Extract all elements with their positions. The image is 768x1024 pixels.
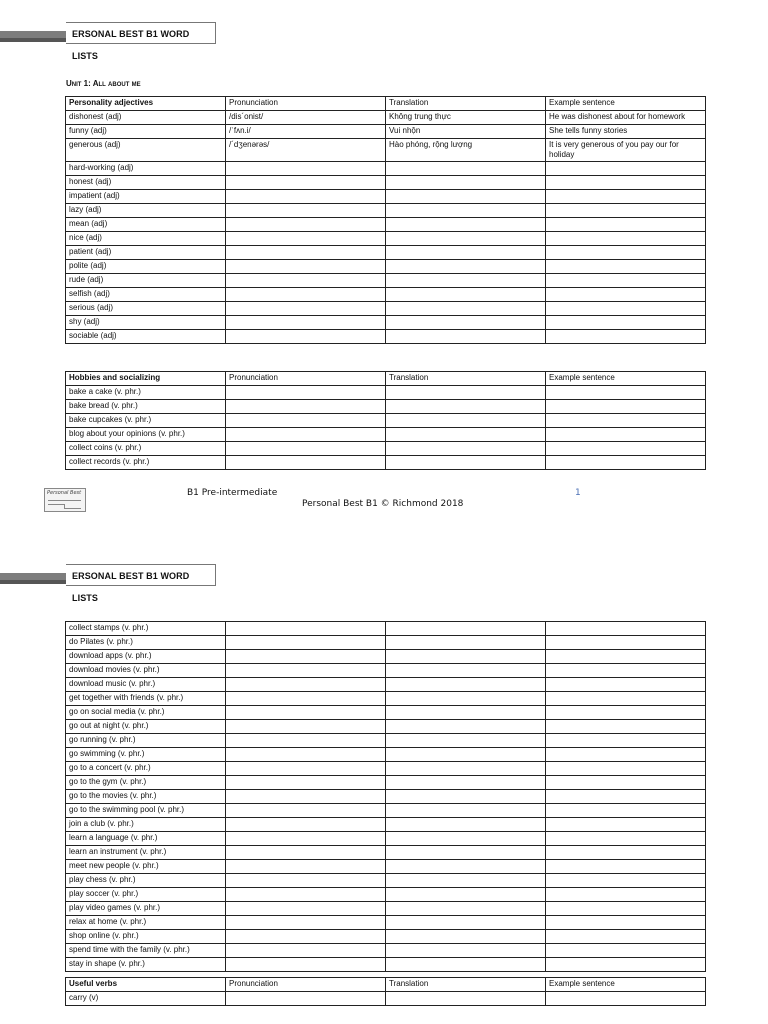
translation-cell: [386, 944, 546, 958]
example-cell: [546, 944, 706, 958]
example-cell: [546, 916, 706, 930]
example-cell: [546, 902, 706, 916]
table-row: [66, 400, 706, 414]
word-cell: blog about your opinions (v. phr.): [66, 428, 226, 442]
translation-cell: [386, 622, 546, 636]
translation-cell: [386, 636, 546, 650]
translation-cell: [386, 992, 546, 1006]
column-header: Pronunciation: [226, 97, 386, 111]
translation-cell: [386, 748, 546, 762]
translation-cell: [386, 246, 546, 260]
table-row: [66, 330, 706, 344]
pronunciation-cell: [226, 992, 386, 1006]
translation-cell: [386, 888, 546, 902]
pronunciation-cell: [226, 428, 386, 442]
pronunciation-cell: [226, 888, 386, 902]
translation-cell: [386, 734, 546, 748]
word-cell: go to a concert (v. phr.): [66, 762, 226, 776]
table-header-row: [66, 97, 706, 111]
word-cell: shop online (v. phr.): [66, 930, 226, 944]
translation-cell: [386, 678, 546, 692]
example-cell: [546, 302, 706, 316]
word-cell: learn a language (v. phr.): [66, 832, 226, 846]
table-row: [66, 790, 706, 804]
pronunciation-cell: [226, 330, 386, 344]
word-cell: download music (v. phr.): [66, 678, 226, 692]
translation-cell: [386, 860, 546, 874]
example-cell: [546, 260, 706, 274]
word-cell: generous (adj): [66, 139, 226, 162]
word-cell: collect coins (v. phr.): [66, 442, 226, 456]
personality-adjectives-table: [65, 96, 706, 344]
useful-verbs-table: [65, 977, 706, 1006]
example-cell: [546, 218, 706, 232]
hobbies-table-continued: [65, 621, 706, 972]
pronunciation-cell: /ˈfʌn.i/: [226, 125, 386, 139]
pronunciation-cell: [226, 832, 386, 846]
translation-cell: [386, 804, 546, 818]
word-cell: download movies (v. phr.): [66, 664, 226, 678]
page-number: 1: [575, 488, 581, 498]
column-header: Example sentence: [546, 978, 706, 992]
pronunciation-cell: [226, 636, 386, 650]
example-cell: [546, 804, 706, 818]
word-cell: hard-working (adj): [66, 162, 226, 176]
example-cell: [546, 776, 706, 790]
table-row: [66, 428, 706, 442]
personal-best-logo: [44, 488, 86, 512]
column-header: Useful verbs: [66, 978, 226, 992]
table-row: [66, 874, 706, 888]
translation-cell: [386, 874, 546, 888]
example-cell: [546, 400, 706, 414]
pronunciation-cell: [226, 706, 386, 720]
word-cell: go out at night (v. phr.): [66, 720, 226, 734]
word-cell: spend time with the family (v. phr.): [66, 944, 226, 958]
word-cell: download apps (v. phr.): [66, 650, 226, 664]
table-row: [66, 622, 706, 636]
hobbies-table: [65, 371, 706, 470]
table-row: [66, 720, 706, 734]
table-header-row: [66, 978, 706, 992]
translation-cell: [386, 316, 546, 330]
word-cell: polite (adj): [66, 260, 226, 274]
example-cell: [546, 232, 706, 246]
translation-cell: [386, 162, 546, 176]
table-row: [66, 916, 706, 930]
table-row: [66, 958, 706, 972]
translation-cell: [386, 176, 546, 190]
pronunciation-cell: [226, 442, 386, 456]
pronunciation-cell: [226, 664, 386, 678]
example-cell: [546, 692, 706, 706]
table-row: [66, 832, 706, 846]
example-cell: [546, 622, 706, 636]
translation-cell: [386, 428, 546, 442]
pronunciation-cell: [226, 734, 386, 748]
table-row: [66, 678, 706, 692]
pronunciation-cell: [226, 218, 386, 232]
example-cell: [546, 316, 706, 330]
translation-cell: Không trung thực: [386, 111, 546, 125]
column-header: Example sentence: [546, 372, 706, 386]
example-cell: [546, 664, 706, 678]
pronunciation-cell: [226, 204, 386, 218]
example-cell: [546, 650, 706, 664]
word-cell: relax at home (v. phr.): [66, 916, 226, 930]
word-cell: selfish (adj): [66, 288, 226, 302]
page-footer: [0, 488, 768, 518]
example-cell: [546, 176, 706, 190]
translation-cell: [386, 414, 546, 428]
word-cell: go to the gym (v. phr.): [66, 776, 226, 790]
table-row: [66, 302, 706, 316]
translation-cell: [386, 456, 546, 470]
footer-copyright: Personal Best B1 © Richmond 2018: [302, 499, 464, 509]
table-row: [66, 139, 706, 162]
table-row: [66, 111, 706, 125]
example-cell: [546, 274, 706, 288]
header-bar: [0, 573, 74, 580]
translation-cell: [386, 958, 546, 972]
pronunciation-cell: [226, 930, 386, 944]
example-cell: [546, 678, 706, 692]
pronunciation-cell: [226, 720, 386, 734]
translation-cell: [386, 818, 546, 832]
pronunciation-cell: [226, 400, 386, 414]
pronunciation-cell: [226, 260, 386, 274]
word-cell: nice (adj): [66, 232, 226, 246]
word-cell: carry (v): [66, 992, 226, 1006]
example-cell: [546, 190, 706, 204]
translation-cell: [386, 442, 546, 456]
word-cell: dishonest (adj): [66, 111, 226, 125]
example-cell: [546, 246, 706, 260]
word-cell: learn an instrument (v. phr.): [66, 846, 226, 860]
example-cell: [546, 442, 706, 456]
pronunciation-cell: [226, 316, 386, 330]
translation-cell: [386, 832, 546, 846]
translation-cell: [386, 692, 546, 706]
word-cell: do Pilates (v. phr.): [66, 636, 226, 650]
table-row: [66, 650, 706, 664]
pronunciation-cell: [226, 804, 386, 818]
table-row: [66, 902, 706, 916]
translation-cell: [386, 664, 546, 678]
pronunciation-cell: [226, 414, 386, 428]
column-header: Translation: [386, 978, 546, 992]
example-cell: [546, 414, 706, 428]
translation-cell: [386, 650, 546, 664]
pronunciation-cell: [226, 232, 386, 246]
table-row: [66, 888, 706, 902]
table-row: [66, 860, 706, 874]
table-row: [66, 692, 706, 706]
word-cell: go to the swimming pool (v. phr.): [66, 804, 226, 818]
pronunciation-cell: /dis´onist/: [226, 111, 386, 125]
example-cell: [546, 930, 706, 944]
example-cell: [546, 762, 706, 776]
translation-cell: [386, 846, 546, 860]
example-cell: [546, 846, 706, 860]
translation-cell: [386, 776, 546, 790]
pronunciation-cell: [226, 916, 386, 930]
pronunciation-cell: [226, 846, 386, 860]
table-row: [66, 274, 706, 288]
word-cell: go running (v. phr.): [66, 734, 226, 748]
column-header: Translation: [386, 97, 546, 111]
table-row: [66, 992, 706, 1006]
example-cell: [546, 734, 706, 748]
word-cell: join a club (v. phr.): [66, 818, 226, 832]
example-cell: It is very generous of you pay our for holiday: [546, 139, 706, 162]
pronunciation-cell: [226, 902, 386, 916]
table-row: [66, 706, 706, 720]
table-row: [66, 316, 706, 330]
table-header-row: [66, 372, 706, 386]
pronunciation-cell: [226, 790, 386, 804]
example-cell: [546, 992, 706, 1006]
translation-cell: [386, 190, 546, 204]
pronunciation-cell: [226, 190, 386, 204]
pronunciation-cell: [226, 692, 386, 706]
translation-cell: Hào phóng, rộng lượng: [386, 139, 546, 162]
example-cell: [546, 330, 706, 344]
example-cell: [546, 818, 706, 832]
column-header: Translation: [386, 372, 546, 386]
table-row: [66, 125, 706, 139]
example-cell: [546, 748, 706, 762]
example-cell: [546, 636, 706, 650]
word-cell: lazy (adj): [66, 204, 226, 218]
word-cell: go to the movies (v. phr.): [66, 790, 226, 804]
example-cell: [546, 204, 706, 218]
header-bar-shadow: [0, 580, 74, 584]
word-cell: bake cupcakes (v. phr.): [66, 414, 226, 428]
footer-level: B1 Pre-intermediate: [187, 488, 278, 498]
pronunciation-cell: [226, 860, 386, 874]
word-cell: go on social media (v. phr.): [66, 706, 226, 720]
word-cell: meet new people (v. phr.): [66, 860, 226, 874]
table-row: [66, 260, 706, 274]
table-row: [66, 162, 706, 176]
table-row: [66, 456, 706, 470]
word-cell: impatient (adj): [66, 190, 226, 204]
translation-cell: [386, 902, 546, 916]
example-cell: [546, 888, 706, 902]
table-row: [66, 944, 706, 958]
example-cell: [546, 288, 706, 302]
translation-cell: [386, 302, 546, 316]
example-cell: [546, 428, 706, 442]
translation-cell: [386, 288, 546, 302]
column-header: Pronunciation: [226, 372, 386, 386]
word-cell: serious (adj): [66, 302, 226, 316]
example-cell: She tells funny stories: [546, 125, 706, 139]
translation-cell: [386, 260, 546, 274]
word-cell: stay in shape (v. phr.): [66, 958, 226, 972]
example-cell: [546, 832, 706, 846]
pronunciation-cell: [226, 176, 386, 190]
table-row: [66, 776, 706, 790]
example-cell: [546, 790, 706, 804]
table-row: [66, 204, 706, 218]
table-row: [66, 414, 706, 428]
translation-cell: [386, 706, 546, 720]
pronunciation-cell: [226, 748, 386, 762]
word-cell: honest (adj): [66, 176, 226, 190]
word-cell: sociable (adj): [66, 330, 226, 344]
column-header: Personality adjectives: [66, 97, 226, 111]
table-row: [66, 846, 706, 860]
table-row: [66, 176, 706, 190]
table-row: [66, 190, 706, 204]
table-row: [66, 288, 706, 302]
table-row: [66, 218, 706, 232]
pronunciation-cell: [226, 650, 386, 664]
example-cell: [546, 860, 706, 874]
table-row: [66, 442, 706, 456]
word-cell: mean (adj): [66, 218, 226, 232]
pronunciation-cell: [226, 456, 386, 470]
word-cell: rude (adj): [66, 274, 226, 288]
translation-cell: [386, 330, 546, 344]
table-row: [66, 930, 706, 944]
word-cell: get together with friends (v. phr.): [66, 692, 226, 706]
header-bar-shadow: [0, 38, 74, 42]
pronunciation-cell: /´dʒenərəs/: [226, 139, 386, 162]
example-cell: [546, 162, 706, 176]
word-cell: shy (adj): [66, 316, 226, 330]
pronunciation-cell: [226, 274, 386, 288]
pronunciation-cell: [226, 288, 386, 302]
translation-cell: [386, 790, 546, 804]
pronunciation-cell: [226, 302, 386, 316]
pronunciation-cell: [226, 818, 386, 832]
table-row: [66, 748, 706, 762]
word-cell: go swimming (v. phr.): [66, 748, 226, 762]
pronunciation-cell: [226, 678, 386, 692]
pronunciation-cell: [226, 246, 386, 260]
table-row: [66, 246, 706, 260]
unit-title: Unit 1: All about me: [66, 79, 141, 88]
word-cell: funny (adj): [66, 125, 226, 139]
table-row: [66, 734, 706, 748]
word-cell: play chess (v. phr.): [66, 874, 226, 888]
column-header: Example sentence: [546, 97, 706, 111]
example-cell: [546, 874, 706, 888]
pronunciation-cell: [226, 762, 386, 776]
translation-cell: [386, 916, 546, 930]
translation-cell: [386, 720, 546, 734]
word-cell: play video games (v. phr.): [66, 902, 226, 916]
header-title: ERSONAL BEST B1 WORD LISTS: [66, 564, 216, 586]
table-row: [66, 636, 706, 650]
table-row: [66, 804, 706, 818]
column-header: Pronunciation: [226, 978, 386, 992]
translation-cell: [386, 204, 546, 218]
logo-text: Personal Best: [47, 490, 82, 496]
table-row: [66, 386, 706, 400]
word-cell: bake a cake (v. phr.): [66, 386, 226, 400]
table-row: [66, 664, 706, 678]
word-cell: collect records (v. phr.): [66, 456, 226, 470]
translation-cell: [386, 930, 546, 944]
translation-cell: [386, 400, 546, 414]
translation-cell: Vui nhộn: [386, 125, 546, 139]
table-row: [66, 762, 706, 776]
pronunciation-cell: [226, 386, 386, 400]
table-row: [66, 232, 706, 246]
pronunciation-cell: [226, 622, 386, 636]
pronunciation-cell: [226, 958, 386, 972]
word-cell: collect stamps (v. phr.): [66, 622, 226, 636]
example-cell: [546, 456, 706, 470]
header-title: ERSONAL BEST B1 WORD LISTS: [66, 22, 216, 44]
column-header: Hobbies and socializing: [66, 372, 226, 386]
example-cell: [546, 720, 706, 734]
page-header: [0, 22, 218, 61]
header-bar: [0, 31, 74, 38]
example-cell: [546, 386, 706, 400]
example-cell: [546, 706, 706, 720]
example-cell: He was dishonest about for homework: [546, 111, 706, 125]
translation-cell: [386, 274, 546, 288]
word-cell: patient (adj): [66, 246, 226, 260]
example-cell: [546, 958, 706, 972]
word-cell: bake bread (v. phr.): [66, 400, 226, 414]
pronunciation-cell: [226, 874, 386, 888]
pronunciation-cell: [226, 776, 386, 790]
word-cell: play soccer (v. phr.): [66, 888, 226, 902]
translation-cell: [386, 218, 546, 232]
translation-cell: [386, 232, 546, 246]
table-row: [66, 818, 706, 832]
page-header-2: [0, 564, 218, 603]
translation-cell: [386, 762, 546, 776]
pronunciation-cell: [226, 162, 386, 176]
translation-cell: [386, 386, 546, 400]
pronunciation-cell: [226, 944, 386, 958]
